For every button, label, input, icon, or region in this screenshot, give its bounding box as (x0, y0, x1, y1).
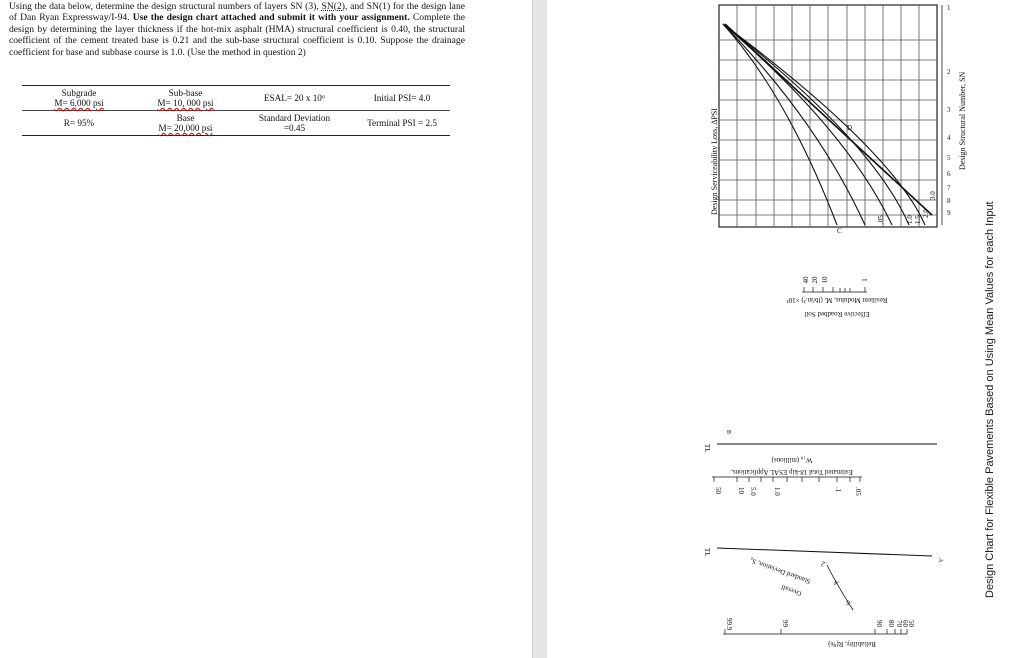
table-cell-base (136, 111, 235, 136)
sd-axis-sublabel: Standard Deviation, S₀ (748, 556, 812, 586)
page-gutter (532, 0, 548, 658)
sn-tick-label: 4 (947, 134, 951, 142)
initial-psi-value: Initial PSI= 4.0 (373, 93, 431, 103)
resilient-tick-label: 20 (811, 276, 819, 284)
resilient-tick-label: 1 (861, 278, 869, 282)
resilient-modulus-title: Effective Roadbed Soil (804, 310, 870, 318)
reliability-tick-label: 90 (875, 620, 883, 627)
esal-tick-label: 1.0 (773, 487, 781, 496)
sn-tick-label: 2 (947, 68, 951, 76)
resilient-tick-label: 10 (821, 276, 829, 284)
table-cell-initial-psi (354, 86, 450, 111)
chart-label-b: B (725, 430, 731, 435)
design-data-table (22, 85, 450, 136)
reliability-tick-label: 80 (887, 620, 895, 627)
sn-tick-label: 8 (947, 197, 951, 205)
standard-deviation-label: Standard Deviation (258, 113, 331, 123)
reliability-axis-label: Reliability, R(%) (828, 640, 876, 648)
question-text (9, 1, 465, 58)
turning-line-b (703, 430, 937, 453)
sn-tick-label: 1 (947, 4, 951, 12)
subbase-label: Sub-base (168, 88, 203, 98)
sn-tick-label: 3 (947, 106, 951, 114)
esal-tick-label: 10 (737, 487, 745, 494)
table-cell-subgrade (22, 86, 136, 111)
table-cell-standard-deviation (235, 111, 354, 136)
curve-label: .05 (877, 215, 885, 224)
table-row (22, 111, 450, 136)
esal-scale (712, 456, 862, 496)
reliability-tick-label: 99.9 (725, 618, 733, 631)
esal-axis-sublabel: W₁₈ (millions) (771, 456, 813, 464)
question-part1: Using the data below, determine the design structural numbers of layers SN (3), (9, 1, 322, 12)
base-value: M= 20,000 psi (158, 123, 213, 133)
esal-tick-label: .05 (854, 487, 862, 496)
question-part2: , and SN(1) for the design lane of Dan Ryan Expressway/I-94. (9, 1, 465, 24)
table-cell-terminal-psi (354, 111, 450, 136)
table-cell-subbase (136, 86, 235, 111)
esal-tick-label: 50 (714, 487, 722, 494)
sn-tick-label: 9 (947, 209, 951, 217)
curve-labels (877, 191, 937, 224)
reliability-tick-label: 99 (781, 620, 789, 627)
sd-tick-label: .2 (820, 559, 828, 569)
resilient-tick-label: 40 (802, 276, 810, 284)
curve-label: 1.0 (906, 215, 914, 224)
resilient-modulus-scale (787, 276, 888, 318)
sn-tick-label: 7 (947, 184, 951, 192)
chart-label-a: A (937, 558, 943, 563)
sn-axis-label: Design Structural Number, SN (958, 71, 967, 170)
document-page-right (547, 0, 1024, 658)
reliability-value: R= 95% (63, 118, 95, 128)
turning-line-label: TL (703, 548, 711, 557)
esal-tick-label: 5.0 (749, 487, 757, 496)
standard-deviation-value: =0.45 (283, 123, 306, 133)
sn-tick-label: 6 (947, 170, 951, 178)
sn-tick-label: 5 (947, 154, 951, 162)
standard-deviation-scale (748, 556, 853, 610)
sd-tick-label: .4 (833, 578, 841, 588)
subgrade-value: M= 6,000 psi (54, 98, 104, 108)
curve-label: 2.0 (922, 209, 930, 218)
design-chart (547, 0, 1024, 658)
terminal-psi-value: Terminal PSI = 2.5 (367, 118, 437, 128)
reliability-tick-label: 60 (901, 620, 909, 627)
resilient-modulus-label: Resilient Modulus, Mᵣ (lb/in.²) ×10³ (786, 296, 888, 304)
turning-line-label: TL (703, 444, 711, 453)
question-bold-instruction: Use the design chart attached and submit it with your assignment. (132, 12, 410, 24)
table-row (22, 86, 450, 111)
esal-value: ESAL= 20 x 10⁶ (263, 93, 326, 103)
chart-label-c: C (837, 227, 842, 235)
psi-axis-label: Design Serviceability Loss, ΔPSI (710, 108, 719, 215)
question-part3: Complete the design by determining the layer thickness if the hot-mix asphalt (HMA) structural coefficient is 0.40, the structural coefficient of the cement treated base is 0.21 and the sub-base structural coefficient is 0.10. Suppose the drainage coefficient for base and subbase course is 1.0. (Use the method in question 2) (9, 12, 466, 58)
reliability-tick-label: 50 (907, 620, 915, 627)
sd-tick-label: .6 (845, 598, 853, 608)
reliability-scale (723, 618, 915, 648)
reliability-tick-label: 70 (895, 620, 903, 627)
chart-label-d: D (847, 124, 853, 132)
sn-scale (942, 4, 951, 225)
curve-label: 1.5 (914, 215, 922, 224)
question-sn2: SN(2) (321, 1, 345, 12)
subgrade-label: Subgrade (61, 88, 97, 98)
table-cell-esal (235, 86, 354, 111)
sd-axis-label: Overall (780, 582, 803, 598)
table-cell-reliability (22, 111, 136, 136)
esal-tick-label: .1 (834, 487, 842, 493)
curve-label: 3.0 (929, 191, 937, 200)
esal-axis-label: Estimated Total 18-kip ESAL Applications, (731, 468, 853, 476)
chart-caption: Design Chart for Flexible Pavements Based on Using Mean Values for each Input (984, 201, 996, 598)
base-label: Base (176, 113, 195, 123)
subbase-value: M= 10, 000 psi (157, 98, 214, 108)
